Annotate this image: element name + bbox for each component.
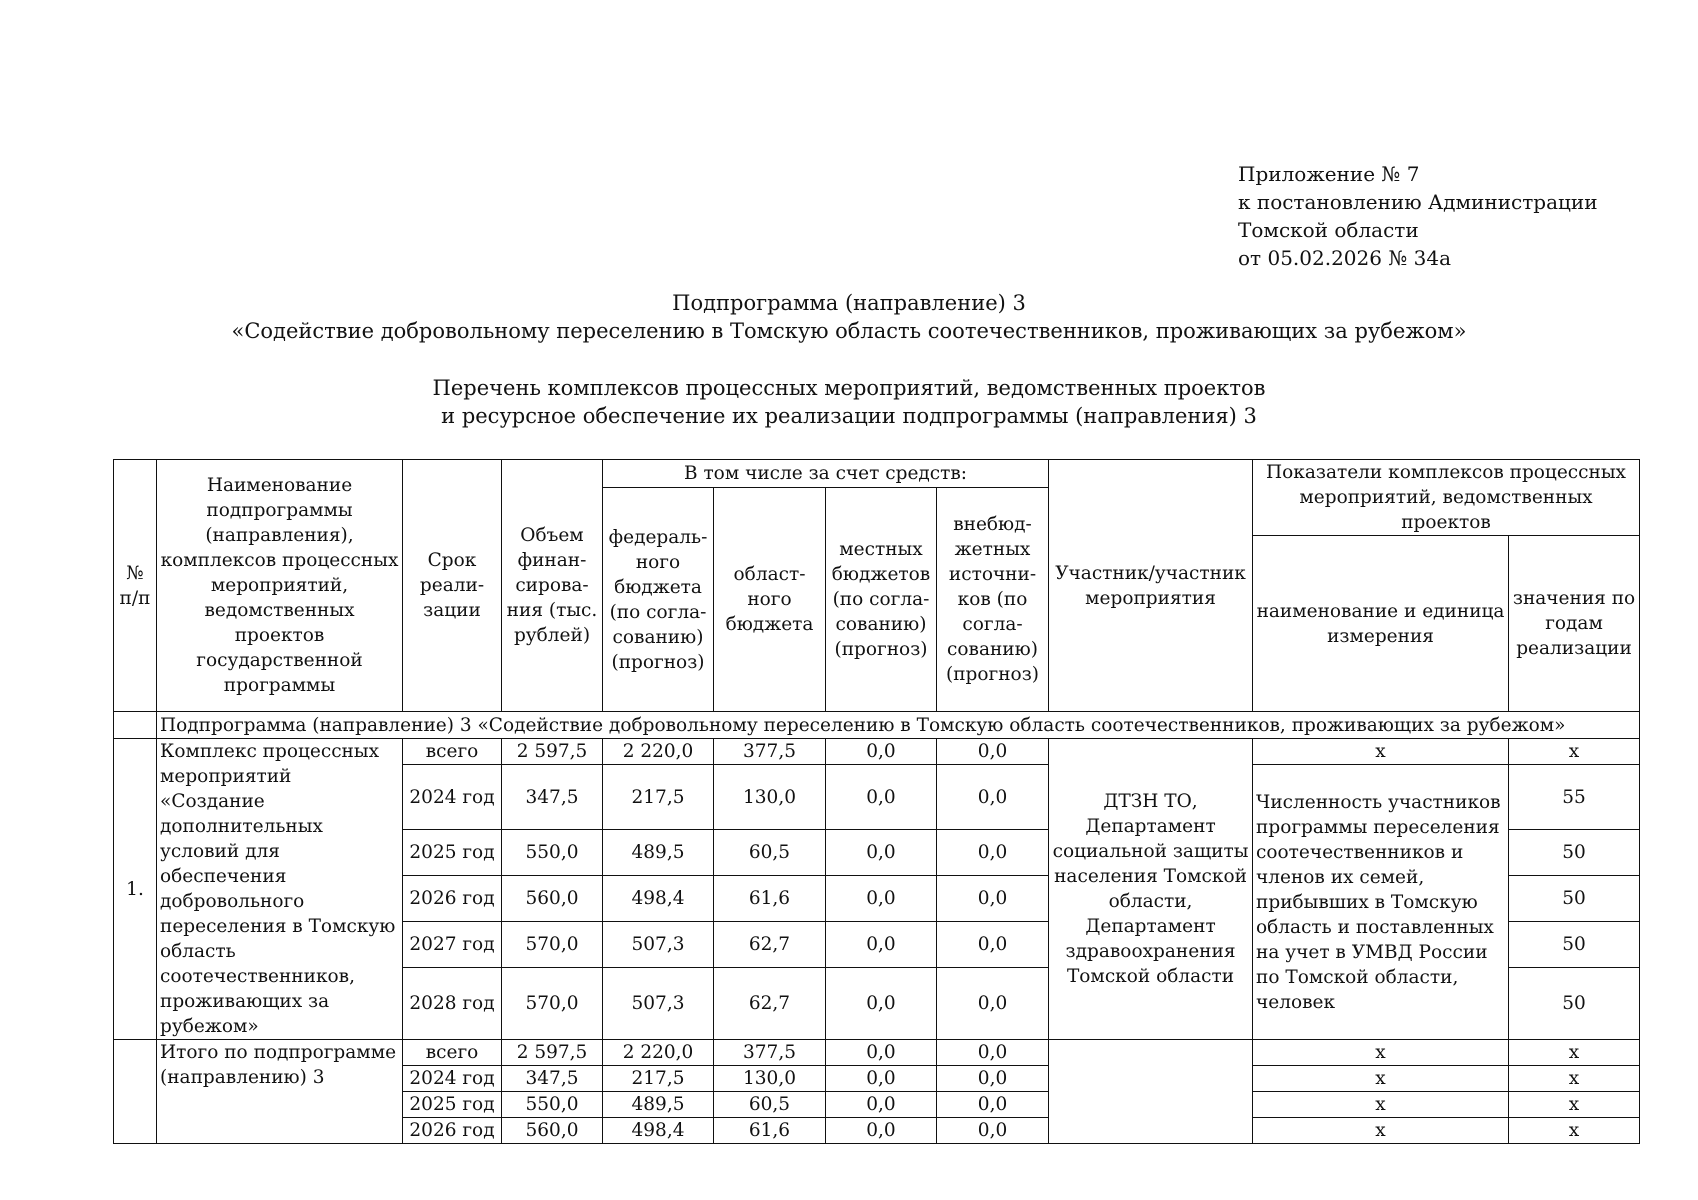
period-cell: 2026 год: [403, 1118, 502, 1144]
header-local: местных бюджетов (по согла-сованию) (прогноз): [826, 488, 937, 712]
federal-cell: 507,3: [603, 922, 714, 968]
extra-cell: 0,0: [937, 1118, 1049, 1144]
indicator-value-cell: 55: [1509, 765, 1640, 830]
subprogram-row: Подпрограмма (направление) 3 «Содействие добровольному переселению в Томскую область соотечественников, проживающих за рубежом»: [157, 712, 1640, 739]
period-cell: 2025 год: [403, 1092, 502, 1118]
header-regional: област-ного бюджета: [714, 488, 826, 712]
regional-cell: 130,0: [714, 1066, 826, 1092]
row-number: 1.: [114, 739, 157, 1040]
indicator-name-cell: х: [1253, 1040, 1509, 1066]
federal-cell: 498,4: [603, 876, 714, 922]
extra-cell: 0,0: [937, 765, 1049, 830]
volume-cell: 347,5: [502, 765, 603, 830]
period-cell: 2025 год: [403, 830, 502, 876]
regional-cell: 61,6: [714, 1118, 826, 1144]
regional-cell: 61,6: [714, 876, 826, 922]
subprogram-title-line-2: «Содействие добровольному переселению в Томскую область соотечественников, проживающих за рубежом»: [231, 319, 1467, 343]
extra-cell: 0,0: [937, 739, 1049, 765]
federal-cell: 489,5: [603, 830, 714, 876]
extra-cell: 0,0: [937, 922, 1049, 968]
local-cell: 0,0: [826, 1066, 937, 1092]
header-participant: Участник/участник мероприятия: [1049, 460, 1253, 712]
period-cell: 2024 год: [403, 765, 502, 830]
header-federal: федераль-ного бюджета (по согла-сованию) (прогноз): [603, 488, 714, 712]
extra-cell: 0,0: [937, 876, 1049, 922]
volume-cell: 560,0: [502, 1118, 603, 1144]
regional-cell: 62,7: [714, 968, 826, 1040]
volume-cell: 560,0: [502, 876, 603, 922]
indicator-value-cell: 50: [1509, 830, 1640, 876]
participant-cell: ДТЗН ТО, Департамент социальной защиты населения Томской области, Департамент здравоохранения Томской области: [1049, 739, 1253, 1040]
header-period: Срок реали-зации: [403, 460, 502, 712]
subprogram-title: [0, 289, 1698, 345]
period-cell: всего: [403, 739, 502, 765]
header-indicator-values: значения по годам реализации: [1509, 536, 1640, 712]
extra-cell: 0,0: [937, 1040, 1049, 1066]
volume-cell: 2 597,5: [502, 1040, 603, 1066]
indicator-name-cell: х: [1253, 1118, 1509, 1144]
regional-cell: 377,5: [714, 1040, 826, 1066]
local-cell: 0,0: [826, 765, 937, 830]
local-cell: 0,0: [826, 922, 937, 968]
appendix-line-2: к постановлению Администрации: [1238, 190, 1598, 214]
local-cell: 0,0: [826, 876, 937, 922]
regional-cell: 60,5: [714, 830, 826, 876]
local-cell: 0,0: [826, 830, 937, 876]
local-cell: 0,0: [826, 1040, 937, 1066]
extra-cell: 0,0: [937, 1092, 1049, 1118]
total-name: Итого по подпрограмме (направлению) 3: [157, 1040, 403, 1144]
volume-cell: 2 597,5: [502, 739, 603, 765]
period-cell: 2024 год: [403, 1066, 502, 1092]
federal-cell: 217,5: [603, 1066, 714, 1092]
table-row: [114, 739, 1640, 765]
appendix-line-3: Томской области: [1238, 218, 1419, 242]
header-indicators: Показатели комплексов процессных мероприятий, ведомственных проектов: [1253, 460, 1640, 536]
total-row: [114, 1040, 1640, 1066]
header-including: В том числе за счет средств:: [603, 460, 1049, 488]
volume-cell: 570,0: [502, 922, 603, 968]
period-cell: всего: [403, 1040, 502, 1066]
resource-table: [113, 459, 1640, 1144]
header-indicator-name: наименование и единица измерения: [1253, 536, 1509, 712]
header-volume: Объем финан-сирова-ния (тыс. рублей): [502, 460, 603, 712]
period-cell: 2026 год: [403, 876, 502, 922]
complex-name: Комплекс процессных мероприятий «Создание дополнительных условий для обеспечения добровольного переселения в Томскую область соотечественников, проживающих за рубежом»: [157, 739, 403, 1040]
subprogram-title-line-1: Подпрограмма (направление) 3: [672, 291, 1026, 315]
indicator-name-cell: х: [1253, 1092, 1509, 1118]
appendix-block: [1238, 160, 1598, 272]
indicator-value-cell: х: [1509, 1066, 1640, 1092]
indicator-name-cell: х: [1253, 739, 1509, 765]
indicator-value-cell: 50: [1509, 922, 1640, 968]
header-name: Наименование подпрограммы (направления), комплексов процессных мероприятий, ведомственных проектов государственной программы: [157, 460, 403, 712]
regional-cell: 377,5: [714, 739, 826, 765]
indicator-name-cell: х: [1253, 1066, 1509, 1092]
extra-cell: 0,0: [937, 830, 1049, 876]
indicator-value-cell: х: [1509, 739, 1640, 765]
indicator-value-cell: х: [1509, 1040, 1640, 1066]
indicator-value-cell: 50: [1509, 968, 1640, 1040]
period-cell: 2028 год: [403, 968, 502, 1040]
subprogram-row-num: [114, 712, 157, 739]
volume-cell: 550,0: [502, 830, 603, 876]
local-cell: 0,0: [826, 1118, 937, 1144]
volume-cell: 570,0: [502, 968, 603, 1040]
period-cell: 2027 год: [403, 922, 502, 968]
federal-cell: 507,3: [603, 968, 714, 1040]
appendix-line-1: Приложение № 7: [1238, 162, 1420, 186]
volume-cell: 347,5: [502, 1066, 603, 1092]
total-num-cell: [114, 1040, 157, 1144]
appendix-line-4: от 05.02.2026 № 34а: [1238, 246, 1451, 270]
header-extra: внебюд-жетных источни-ков (по согла-сованию) (прогноз): [937, 488, 1049, 712]
local-cell: 0,0: [826, 1092, 937, 1118]
regional-cell: 60,5: [714, 1092, 826, 1118]
indicator-value-cell: х: [1509, 1092, 1640, 1118]
extra-cell: 0,0: [937, 1066, 1049, 1092]
volume-cell: 550,0: [502, 1092, 603, 1118]
federal-cell: 489,5: [603, 1092, 714, 1118]
indicator-name-cell: Численность участников программы переселения соотечественников и членов их семей, прибывших в Томскую область и поставленных на учет в УМВД России по Томской области, человек: [1253, 765, 1509, 1040]
federal-cell: 498,4: [603, 1118, 714, 1144]
total-participant-cell: [1049, 1040, 1253, 1144]
list-title: [0, 374, 1698, 430]
extra-cell: 0,0: [937, 968, 1049, 1040]
list-title-line-1: Перечень комплексов процессных мероприятий, ведомственных проектов: [432, 376, 1266, 400]
header-num: № п/п: [114, 460, 157, 712]
federal-cell: 217,5: [603, 765, 714, 830]
local-cell: 0,0: [826, 739, 937, 765]
federal-cell: 2 220,0: [603, 1040, 714, 1066]
regional-cell: 130,0: [714, 765, 826, 830]
local-cell: 0,0: [826, 968, 937, 1040]
federal-cell: 2 220,0: [603, 739, 714, 765]
list-title-line-2: и ресурсное обеспечение их реализации подпрограммы (направления) 3: [441, 404, 1257, 428]
regional-cell: 62,7: [714, 922, 826, 968]
indicator-value-cell: 50: [1509, 876, 1640, 922]
indicator-value-cell: х: [1509, 1118, 1640, 1144]
